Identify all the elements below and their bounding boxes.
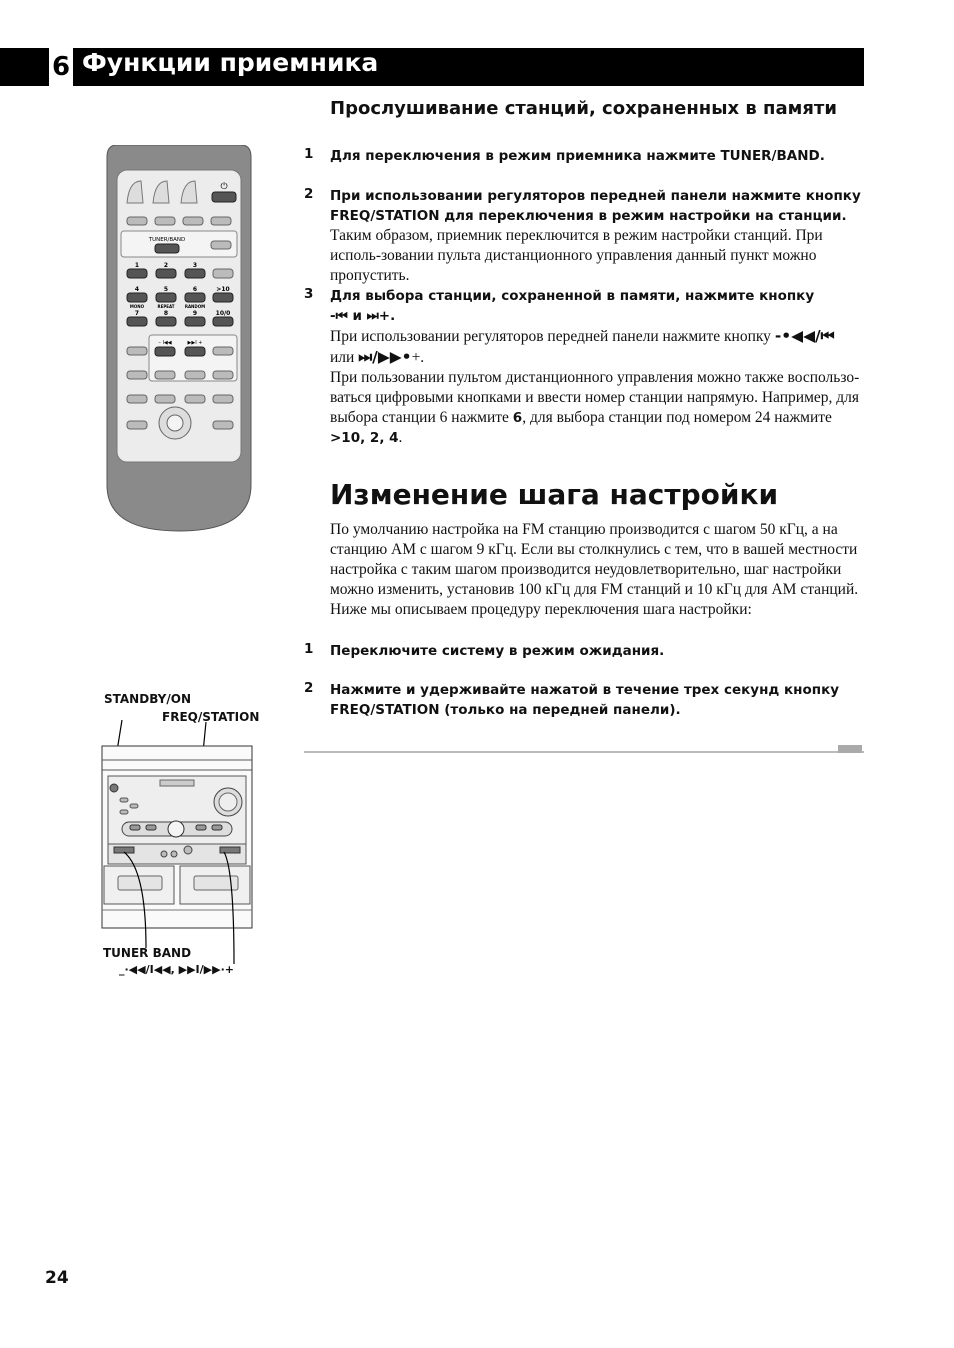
remote-digit-4: 4: [134, 286, 140, 293]
remote-digit-1: 1: [134, 262, 140, 269]
next-track-icon: ⏭: [366, 308, 379, 324]
step-instruction: Переключите систему в режим ожидания.: [330, 643, 665, 659]
label-skip-buttons: _·◀◀/I◀◀, ▶▶I/▶▶·+: [119, 963, 234, 976]
step-2: [304, 186, 869, 286]
step-note-remote: При пользовании пультом дистанционного управления можно также воспользо-ваться цифровыми кнопками и ввести номер станции напрямую. Например, для выбора станции 6 нажмите 6, для выбора станции под номером 24 нажмите >10, 2, 4.: [330, 369, 860, 446]
page-number: 24: [45, 1268, 69, 1288]
remote-mono-label: MONO: [129, 304, 145, 309]
step-note-front-panel: При использовании регуляторов передней панели нажмите кнопку -•◀◀/⏮ или ⏭/▶▶•+.: [330, 327, 835, 366]
chapter-title: Функции приемника: [82, 48, 379, 77]
step-number: 3: [304, 286, 314, 302]
section-end-tab: [838, 745, 862, 753]
remote-digit-8: 8: [163, 310, 169, 317]
remote-random-label: RANDOM: [184, 304, 206, 309]
section-title-tuning-step: Изменение шага настройки: [330, 478, 779, 511]
chapter-number: 6: [49, 48, 73, 86]
remote-skip-minus-label: – I◀◀: [158, 340, 172, 346]
power-icon: ⏻: [220, 182, 228, 192]
remote-repeat-label: REPEAT: [157, 304, 175, 309]
label-freq-station: FREQ/STATION: [162, 710, 260, 724]
step-number: 1: [304, 641, 314, 657]
skip-forward-icon: ⏭/▶▶•: [358, 348, 412, 366]
remote-digit-3: 3: [192, 262, 198, 269]
step-3: [304, 286, 869, 448]
remote-digit-5: 5: [163, 286, 169, 293]
tuning-step-paragraph: По умолчанию настройка на FM станцию производится с шагом 50 кГц, а на станцию AM с шагом 9 кГц. Если вы столкнулись с тем, что в вашей местности настройка с таким шагом производится неудовлетворительно, шаг настройки можно изменить, установив 100 кГц для FM станций и 10 кГц для AM станций. Ниже мы описываем процедуру переключения шага настройки:: [330, 521, 859, 618]
step-instruction: Для переключения в режим приемника нажмите TUNER/BAND.: [330, 148, 825, 164]
remote-digit-7: 7: [134, 310, 140, 317]
step-instruction: Для выбора станции, сохраненной в памяти, нажмите кнопку: [330, 288, 815, 304]
remote-digit-10plus: >10: [216, 286, 230, 293]
step-instruction: Нажмите и удерживайте нажатой в течение трех секунд кнопку FREQ/STATION (только на передней панели).: [330, 682, 840, 718]
previous-track-icon: ⏮: [335, 308, 348, 324]
step-number: 2: [304, 680, 314, 696]
step-hold-freq: [304, 680, 869, 720]
step-number: 2: [304, 186, 314, 202]
remote-digit-9: 9: [192, 310, 198, 317]
label-standby-on: STANDBY/ON: [104, 692, 191, 706]
step-instruction: При использовании регуляторов передней панели нажмите кнопку FREQ/STATION для переключения в режим настройки на станции.: [330, 188, 861, 224]
label-tuner-band: TUNER BAND: [103, 946, 192, 960]
step-note: Таким образом, приемник переключится в режим настройки станций. При исполь-зовании пульта дистанционного управления данный пункт можно пропустить.: [330, 227, 823, 284]
remote-digit-10-0: 10/0: [215, 310, 231, 317]
step-instruction-buttons: -⏮ и ⏭+.: [330, 308, 396, 324]
main-unit-illustration: [100, 720, 260, 965]
remote-digit-2: 2: [163, 262, 169, 269]
remote-control-illustration: [105, 145, 253, 533]
section-end-rule: [304, 751, 864, 753]
step-1: [304, 146, 869, 166]
step-number: 1: [304, 146, 314, 162]
step-standby: [304, 641, 869, 661]
remote-tuner-band-label: TUNER/BAND: [148, 237, 186, 243]
remote-skip-plus-label: ▶▶I +: [187, 340, 203, 346]
section-title-memory-stations: Прослушивание станций, сохраненных в памяти: [330, 98, 837, 119]
rewind-skip-icon: -•◀◀/⏮: [774, 327, 835, 345]
remote-digit-6: 6: [192, 286, 198, 293]
